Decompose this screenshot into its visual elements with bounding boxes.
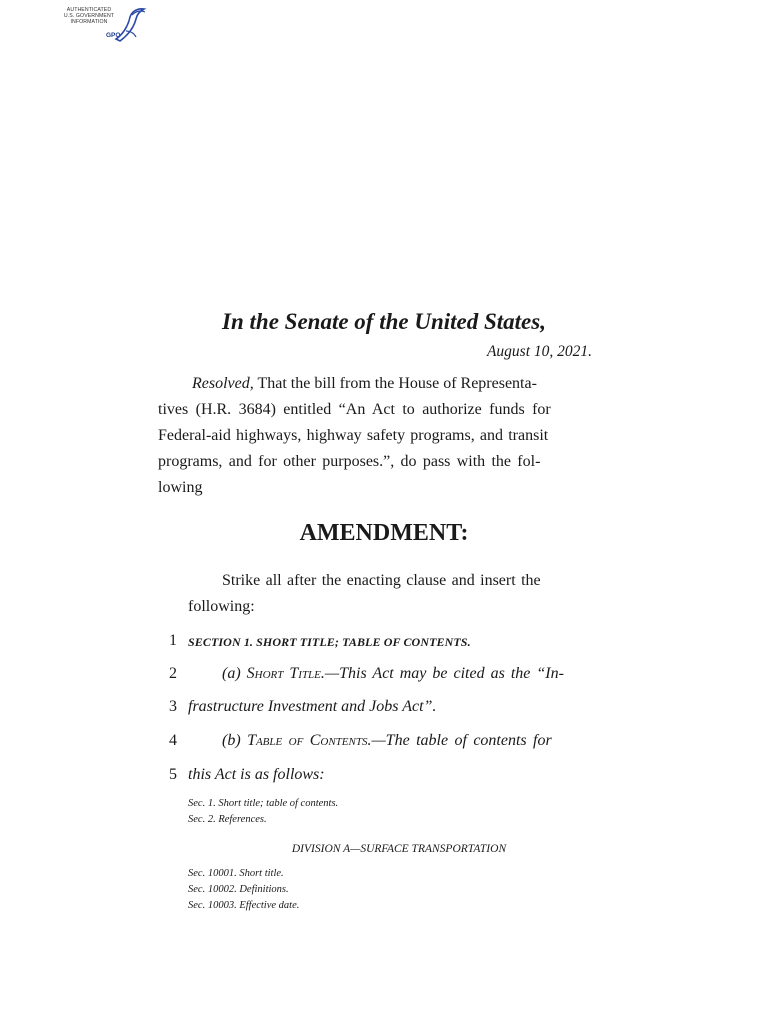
resolution-line-1: Resolved, That the bill from the House of Representa- [192, 375, 537, 392]
toc-entry: Sec. 10003. Effective date. [188, 900, 300, 911]
toc-division-heading: DIVISION A—SURFACE TRANSPORTATION [291, 843, 507, 855]
toc-entry: Sec. 1. Short title; table of contents. [188, 798, 339, 809]
table-of-contents-line: (b) Table of Contents.—The table of contents for [222, 732, 552, 749]
table-of-contents-continuation: this Act is as follows: [188, 766, 325, 783]
line-number: 4 [169, 732, 177, 749]
eagle-icon [112, 5, 148, 45]
resolution-line-3: Federal-aid highways, highway safety programs, and transit [158, 427, 549, 444]
amendment-heading: AMENDMENT: [299, 520, 469, 546]
line-number: 3 [169, 698, 177, 715]
toc-entry: Sec. 2. References. [188, 814, 267, 825]
senate-heading: In the Senate of the United States, [222, 309, 546, 334]
line-number: 5 [169, 766, 177, 783]
line-number: 2 [169, 665, 177, 682]
resolution-date: August 10, 2021. [486, 343, 592, 360]
gpo-authenticated-logo [60, 5, 150, 47]
short-title-continuation: frastructure Investment and Jobs Act”. [188, 698, 437, 715]
resolution-line-2: tives (H.R. 3684) entitled “An Act to authorize funds for [158, 401, 551, 418]
resolution-line-4: programs, and for other purposes.”, do pass with the fol- [158, 453, 541, 470]
short-title-line: (a) Short Title.—This Act may be cited as the “In- [222, 665, 564, 682]
line-number: 1 [169, 632, 177, 649]
logo-gpo-brand: GPO [106, 32, 121, 39]
instruction-line-2: following: [188, 598, 255, 615]
toc-entry: Sec. 10002. Definitions. [188, 884, 289, 895]
resolution-line-5: lowing [158, 479, 203, 496]
logo-text: AUTHENTICATED U.S. GOVERNMENT INFORMATION [63, 7, 115, 25]
section-heading: SECTION 1. SHORT TITLE; TABLE OF CONTENTS. [188, 635, 471, 649]
toc-entry: Sec. 10001. Short title. [188, 868, 284, 879]
instruction-line-1: Strike all after the enacting clause and insert the [222, 572, 541, 589]
